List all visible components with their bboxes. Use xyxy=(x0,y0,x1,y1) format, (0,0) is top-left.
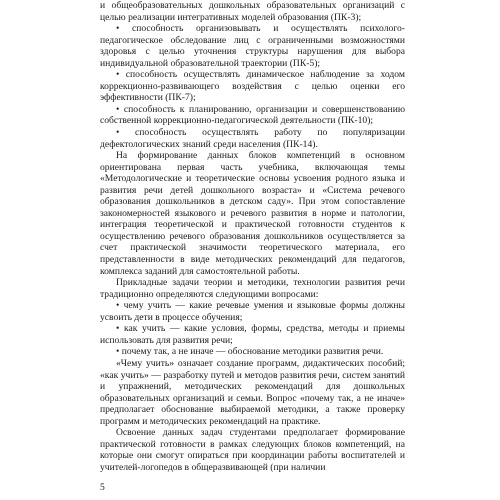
paragraph-textbook-part-one: На формирование данных блоков компетенций в основном ориентирована первая часть учебника, включающая темы «Методологические и теоретические основы усвоения родного языка и развития речи детей дошкольного возраста» и «Система речевого образования дошкольников в детском саду». При этом сопоставление закономерностей языкового и речевого развития в норме и патологии, интеграция теоретической и практической готовности студентов к осуществлению речевого образования дошкольников осуществляется за счет практической значимости теоретического материала, его представленности в виде методических рекомендаций для педагогов, комплекса заданий для самостоятельной работы. xyxy=(100,150,405,277)
list-item-pk14: • способность осуществлять работу по популяризации дефектологических знаний среди населения (ПК-14). xyxy=(100,127,405,150)
list-item-why-so: • почему так, а не иначе — обоснование методики развития речи. xyxy=(116,346,384,358)
page-number: 5 xyxy=(100,482,105,493)
page-body xyxy=(100,0,405,473)
paragraph-mastering-tasks: Освоение данных задач студентами предполагает формирование практической готовности в рамках следующих блоков компетенций, на которые они смогут опираться при координации работы воспитателей и учителей-логопедов в общеразвивающей (при наличии xyxy=(100,427,405,473)
paragraph-pk3-continuation: и общеобразовательных дошкольных образовательных организаций с целью реализации интегративных моделей образования (ПК-3); xyxy=(100,0,405,23)
paragraph-what-to-teach-meaning: «Чему учить» означает создание программ, дидактических пособий; «как учить» — разработку путей и методов развития речи, систем занятий и упражнений, методических рекомендаций для дошкольных образовательных организаций и семьи. Вопрос «почему так, а не иначе» предполагает обоснование выбираемой методики, а также проверку программ и методических рекомендаций на практике. xyxy=(100,357,405,427)
paragraph-applied-tasks: Прикладные задачи теории и методики, технологии развития речи традиционно определяются следующими вопросами: xyxy=(100,277,405,300)
list-item-how-to-teach: • как учить — какие условия, формы, средства, методы и приемы использовать для развития речи; xyxy=(100,323,405,346)
list-item-pk7: • способность осуществлять динамическое наблюдение за ходом коррекционно-развивающего воздействия с целью оценки его эффективности (ПК-7); xyxy=(100,69,405,104)
list-item-what-to-teach: • чему учить — какие речевые умения и языковые формы должны усвоить дети в процессе обучения; xyxy=(100,300,405,323)
list-item-pk5: • способность организовывать и осуществлять психолого-педагогическое обследование лиц с ограниченными возможностями здоровья с целью уточнения структуры нарушения для выбора индивидуальной образовательной траектории (ПК-5); xyxy=(100,23,405,69)
list-item-pk10: • способность к планированию, организации и совершенствованию собственной коррекционно-педагогической деятельности (ПК-10); xyxy=(100,103,405,127)
